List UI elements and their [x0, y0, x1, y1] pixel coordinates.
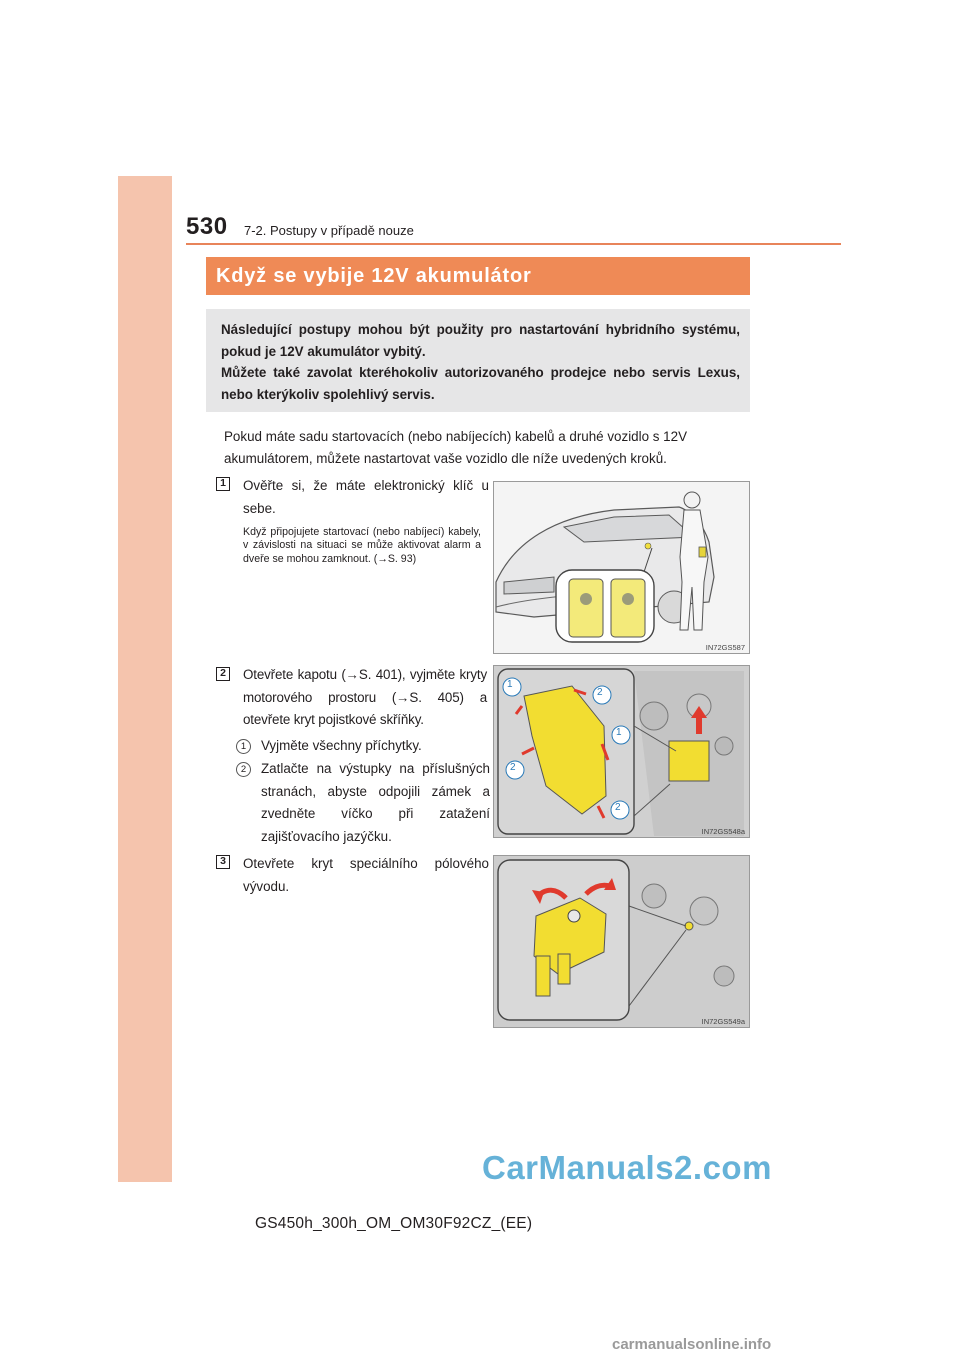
section-title: Když se vybije 12V akumulátor — [216, 264, 532, 287]
figure-engine-cover — [493, 665, 750, 838]
step-1-text: Ověřte si, že máte elektronický klíč u sebe. — [243, 478, 489, 516]
callout-1a: 1 — [507, 679, 513, 690]
subitem-1-text: Vyjměte všechny příchytky. — [261, 738, 422, 753]
side-tab — [118, 176, 172, 1182]
step-2-subitem-1 — [236, 735, 490, 758]
intro-paragraph-1: Následující postupy mohou být použity pro nastartování hybridního systému, pokud je 12V akumulátor vybitý. — [221, 322, 740, 359]
fuse-box-illustration — [494, 666, 750, 838]
car-and-person-illustration — [494, 482, 750, 654]
section-banner — [206, 257, 750, 295]
callout-2a: 2 — [597, 687, 603, 698]
figure-terminal-cover — [493, 855, 750, 1028]
watermark: CarManuals2.com — [482, 1149, 772, 1186]
figure-key-check — [493, 481, 750, 654]
page-number: 530 — [186, 213, 228, 240]
step-2-text: Otevřete kapotu (→S. 401), vyjměte kryty motorového prostoru (→S. 405) a otevřete kryt pojistkové skříňky. — [243, 667, 487, 727]
step-1-note: Když připojujete startovací (nebo nabíjecí) kabely, v závislosti na situaci se může aktivovat alarm a dveře se mohou zamknout. (→S. 93) — [243, 526, 481, 565]
step-2-badge: 2 — [216, 667, 230, 681]
header-rule — [186, 243, 841, 245]
step-1-badge: 1 — [216, 477, 230, 491]
intro-box — [206, 309, 750, 412]
callout-2b: 2 — [510, 762, 516, 773]
figure-code: IN72GS549a — [701, 1017, 745, 1026]
terminal-cover-illustration — [494, 856, 750, 1028]
figure-code: IN72GS587 — [705, 643, 745, 652]
intro-paragraph-2: Můžete také zavolat kteréhokoliv autorizovaného prodejce nebo servis Lexus, nebo kterýkoliv spolehlivý servis. — [221, 365, 740, 402]
subitem-2-text: Zatlačte na výstupky na příslušných stranách, abyste odpojili zámek a zvedněte víčko při zatažení zajišťovacího jazýčku. — [261, 761, 490, 844]
lead-paragraph: Pokud máte sadu startovacích (nebo nabíjecích) kabelů a druhé vozidlo s 12V akumulátorem, můžete nastartovat vaše vozidlo dle níže uvedených kroků. — [224, 429, 687, 466]
step-2-subitem-2 — [236, 758, 490, 848]
footer-document-code: GS450h_300h_OM_OM30F92CZ_(EE) — [255, 1215, 533, 1232]
subitem-1-number: 1 — [236, 739, 251, 754]
callout-2c: 2 — [615, 802, 621, 813]
step-3-text: Otevřete kryt speciálního pólového vývodu. — [243, 856, 489, 894]
chapter-title: 7-2. Postupy v případě nouze — [244, 223, 414, 238]
callout-1b: 1 — [616, 727, 622, 738]
step-3-badge: 3 — [216, 855, 230, 869]
watermark-secondary: carmanualsonline.info — [612, 1336, 772, 1353]
figure-code: IN72GS548a — [701, 827, 745, 836]
subitem-2-number: 2 — [236, 762, 251, 777]
